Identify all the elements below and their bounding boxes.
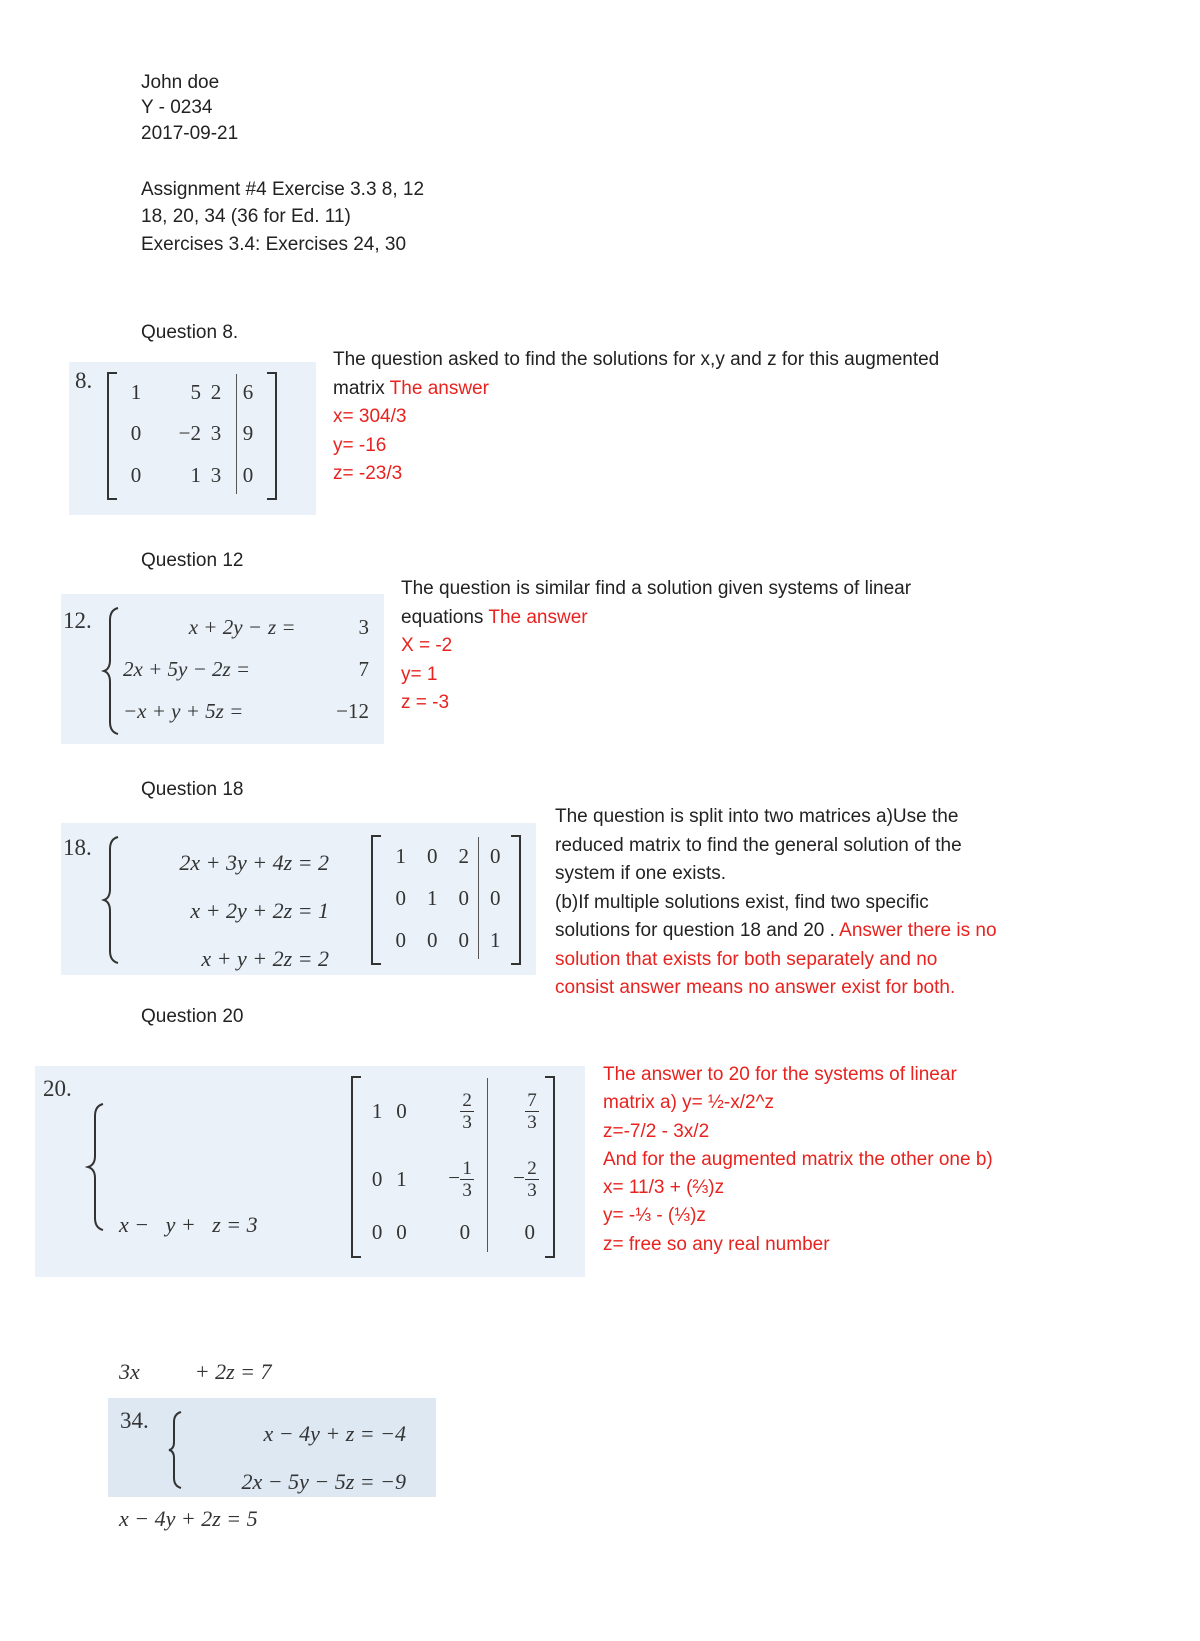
assignment-line-1: Assignment #4 Exercise 3.3 8, 12 bbox=[141, 179, 425, 200]
answer-z: z= -23/3 bbox=[333, 463, 403, 484]
problem-number: 34. bbox=[120, 1408, 149, 1433]
question-34-figure bbox=[108, 1398, 436, 1497]
question-20-heading: Question 20 bbox=[141, 1006, 244, 1027]
left-brace bbox=[85, 1102, 107, 1232]
fraction-neg-two-thirds: $\frac{2}{3}$ bbox=[525, 1158, 539, 1201]
matrix-right-bracket bbox=[267, 372, 277, 500]
problem-number: 20. bbox=[43, 1076, 72, 1101]
augmented-matrix: 1 5 2 6 0 −2 3 9 0 1 3 0 bbox=[130, 380, 254, 487]
fraction-neg-one-third: $\frac{1}{3}$ bbox=[460, 1158, 474, 1201]
matrix-right-bracket bbox=[511, 835, 521, 965]
answer-x: X = -2 bbox=[401, 635, 453, 656]
question-12-description: The question is similar find a solution given systems of linear equations The answer X = -2 y= 1 z = -3 bbox=[401, 575, 911, 718]
reduced-matrix: 1 0 $\frac{2}{3}$ $\frac{7}{3}$ 0 1 − $\frac{1}{3}$ − $\frac{2}{3}$ 0 0 0 0 bbox=[365, 1078, 545, 1252]
question-18-description: The question is split into two matrices a)Use the reduced matrix to find the general solution of the system if one exists. (b)If multiple solutions exist, find two specific solutions for question 18 and 20 . Answer there is no solution that exists for both separately and no consist answer means no answer exist for both. bbox=[555, 806, 997, 998]
problem-number: 8. bbox=[75, 368, 93, 393]
question-8-description: The question asked to find the solutions for x,y and z for this augmented matrix The answer x= 304/3 y= -16 z= -23/3 bbox=[333, 346, 939, 489]
question-8-figure bbox=[69, 362, 316, 515]
answer-x: x= 304/3 bbox=[333, 406, 407, 427]
answer-z: z = -3 bbox=[401, 692, 450, 713]
linear-system: x + 2y − z = 3 2x + 5y − 2z = 7 −x + y + 5z = −12 bbox=[123, 614, 369, 723]
question-18-figure bbox=[61, 823, 536, 975]
answer-label: The answer bbox=[488, 606, 588, 628]
matrix-left-bracket bbox=[371, 835, 381, 965]
question-20-answer: The answer to 20 for the systems of linear matrix a) y= ½-x/2^z z=-7/2 - 3x/2 And for the augmented matrix the other one b) x= 11/3 + (⅔)z y= -⅓ - (⅓)z z= free so any real number bbox=[603, 1064, 993, 1255]
question-12-heading: Question 12 bbox=[141, 550, 244, 571]
left-brace bbox=[166, 1410, 184, 1490]
answer-y: y= 1 bbox=[401, 663, 438, 685]
question-12-figure bbox=[61, 594, 384, 744]
question-18-heading: Question 18 bbox=[141, 779, 244, 800]
answer-label: The answer bbox=[389, 377, 489, 399]
matrix-left-bracket bbox=[351, 1076, 361, 1258]
linear-system: x − y + z = 3 3x + 2z = 7 x − 4y + 2z = 5 bbox=[119, 1212, 272, 1531]
problem-number: 18. bbox=[63, 835, 92, 860]
left-brace bbox=[101, 835, 121, 965]
problem-number: 12. bbox=[63, 608, 92, 633]
matrix-left-bracket bbox=[107, 372, 117, 500]
linear-system: x − 4y + z = −4 2x − 5y − 5z = −9 bbox=[241, 1421, 406, 1494]
student-id: Y - 0234 bbox=[141, 97, 213, 118]
student-name: John doe bbox=[141, 72, 220, 93]
fraction-seven-thirds: $\frac{7}{3}$ bbox=[525, 1090, 539, 1133]
document-date: 2017-09-21 bbox=[141, 123, 239, 144]
assignment-line-2: 18, 20, 34 (36 for Ed. 11) bbox=[141, 206, 351, 227]
assignment-line-3: Exercises 3.4: Exercises 24, 30 bbox=[141, 234, 407, 255]
fraction-two-thirds: $\frac{2}{3}$ bbox=[460, 1090, 474, 1133]
matrix-right-bracket bbox=[545, 1076, 555, 1258]
answer-text: Answer there is no bbox=[839, 920, 997, 941]
reduced-matrix: 1 0 2 0 0 1 0 0 0 0 0 1 bbox=[395, 843, 501, 952]
question-8-heading: Question 8. bbox=[141, 322, 239, 343]
left-brace bbox=[101, 606, 121, 736]
answer-y: y= -16 bbox=[333, 434, 387, 456]
linear-system: 2x + 3y + 4z = 2 x + 2y + 2z = 1 x + y + 2z = 2 bbox=[179, 850, 329, 971]
